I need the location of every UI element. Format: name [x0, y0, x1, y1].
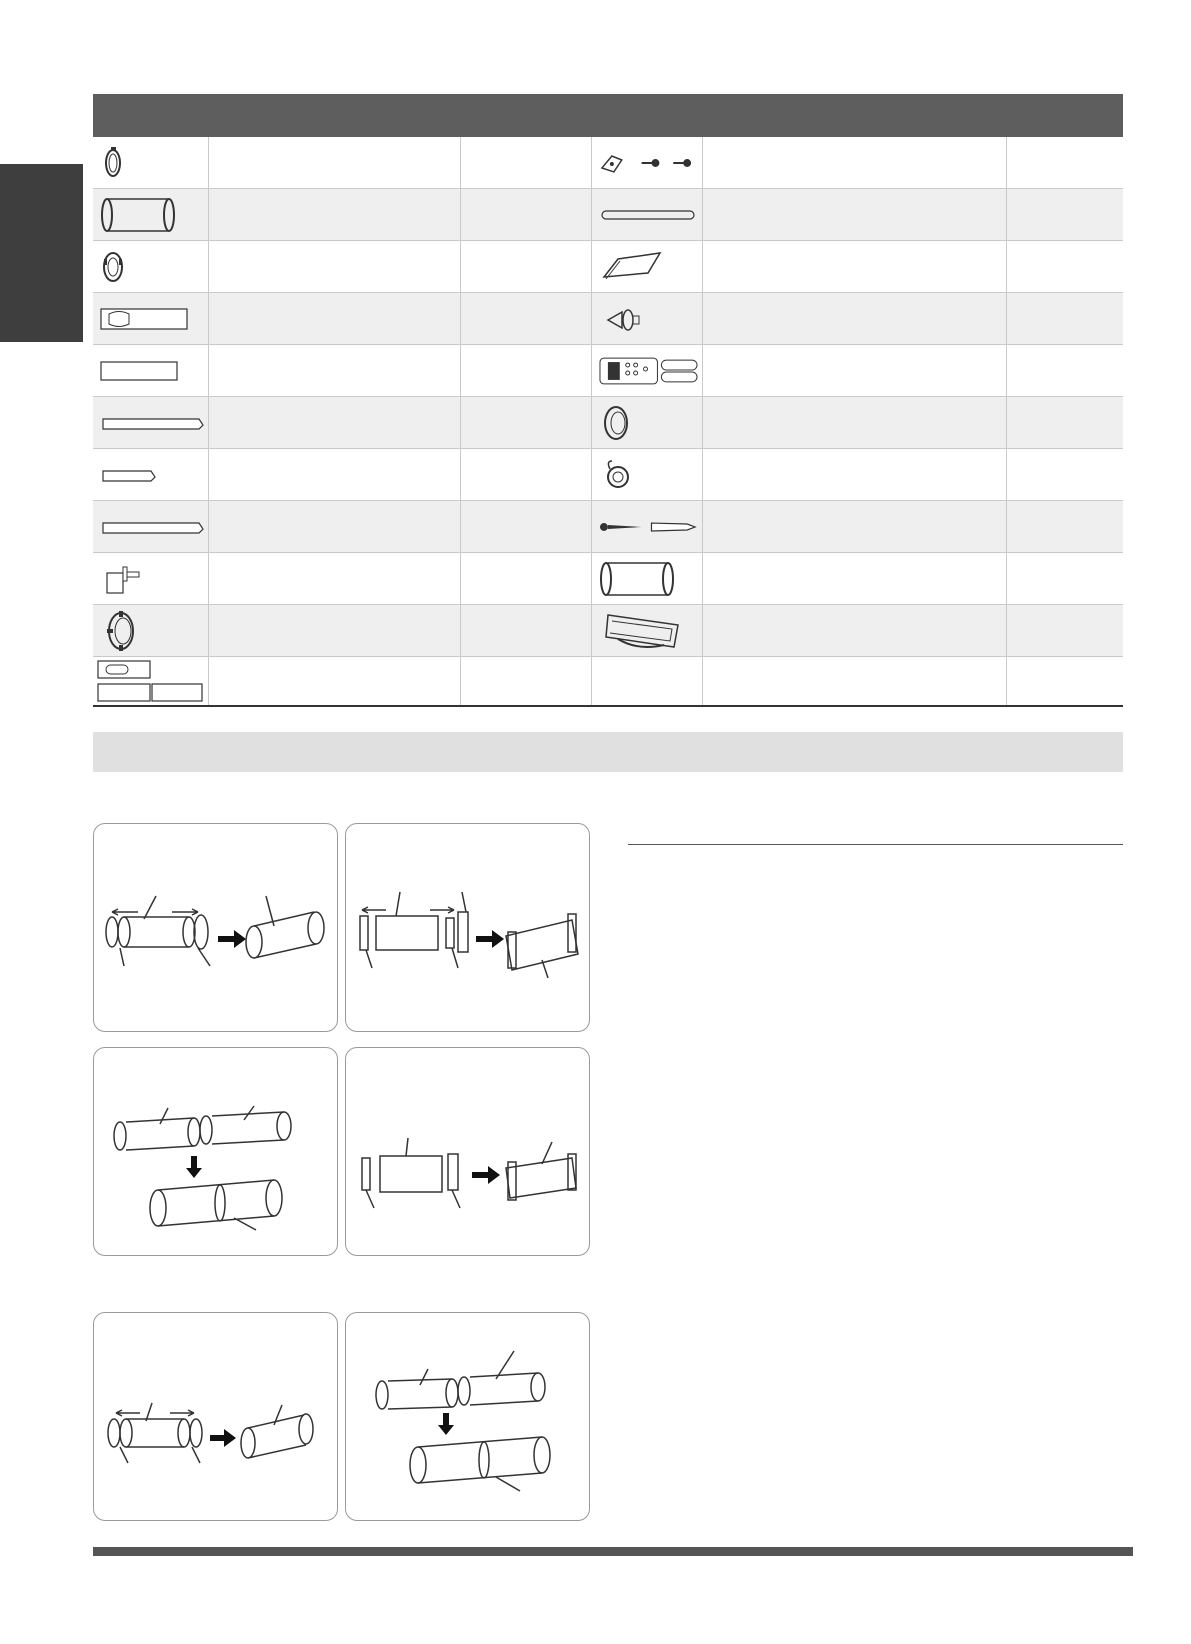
drain-cap-icon	[592, 449, 703, 500]
item-quantity	[461, 189, 592, 240]
divider	[628, 844, 1123, 845]
extension-rod-icon	[93, 501, 209, 552]
long-slider-rod-icon	[93, 397, 209, 448]
item-name	[209, 657, 461, 705]
item-quantity	[461, 657, 592, 705]
item-name	[209, 189, 461, 240]
item-quantity	[1007, 657, 1123, 705]
table-row	[93, 605, 1123, 657]
drain-hose-icon	[592, 189, 703, 240]
screw-anchor-icon	[592, 501, 703, 552]
window-lock-icon	[592, 241, 703, 292]
item-name	[703, 657, 1007, 705]
table-row	[93, 397, 1123, 449]
exhaust-hose-icon	[93, 189, 209, 240]
item-quantity	[1007, 553, 1123, 604]
hose-assembly-step-1-illustration	[93, 823, 338, 1032]
item-name	[209, 293, 461, 344]
item-quantity	[1007, 449, 1123, 500]
item-quantity	[461, 501, 592, 552]
item-quantity	[461, 397, 592, 448]
item-name	[703, 345, 1007, 396]
item-name	[209, 605, 461, 656]
item-name	[209, 137, 461, 188]
table-row	[93, 501, 1123, 553]
accessories-table	[93, 137, 1123, 707]
table-row	[93, 657, 1123, 705]
item-quantity	[1007, 293, 1123, 344]
item-quantity	[1007, 241, 1123, 292]
table-row	[93, 449, 1123, 501]
footer-bar	[93, 1547, 1133, 1556]
table-row	[93, 241, 1123, 293]
remote-control-batteries-icon	[592, 345, 703, 396]
hose-assembly-step-4-illustration	[345, 1047, 590, 1256]
item-name	[703, 293, 1007, 344]
item-quantity	[461, 293, 592, 344]
hose-clamp-icon	[592, 397, 703, 448]
item-name	[703, 137, 1007, 188]
table-row	[93, 293, 1123, 345]
hose-assembly-step-2-illustration	[345, 823, 590, 1032]
item-name	[703, 241, 1007, 292]
seal-pieces-icon	[93, 657, 209, 705]
item-quantity	[461, 345, 592, 396]
table-row	[93, 137, 1123, 189]
intake-hose-icon	[592, 553, 703, 604]
drain-plug-icon	[592, 293, 703, 344]
short-slider-rod-icon	[93, 449, 209, 500]
item-quantity	[1007, 189, 1123, 240]
item-name	[209, 397, 461, 448]
section-header-bar	[93, 732, 1123, 772]
item-quantity	[461, 137, 592, 188]
chapter-tab	[0, 164, 83, 342]
item-quantity	[1007, 397, 1123, 448]
item-name	[703, 449, 1007, 500]
item-quantity	[461, 605, 592, 656]
item-name	[209, 501, 461, 552]
item-quantity	[461, 449, 592, 500]
item-quantity	[461, 241, 592, 292]
table-row	[93, 553, 1123, 605]
item-name	[703, 553, 1007, 604]
window-kit-adapter-icon	[592, 605, 703, 656]
accessories-table-header	[93, 94, 1123, 137]
item-name	[209, 345, 461, 396]
hose-assembly-step-5-illustration	[93, 1312, 338, 1521]
item-name	[703, 189, 1007, 240]
item-name	[703, 397, 1007, 448]
hose-adapter-icon	[93, 241, 209, 292]
table-row	[93, 189, 1123, 241]
empty-cell	[592, 657, 703, 705]
hose-assembly-step-6-illustration	[345, 1312, 590, 1521]
bracket-screws-icon	[592, 137, 703, 188]
table-row	[93, 345, 1123, 397]
window-adapter-icon	[93, 605, 209, 656]
window-slider-icon	[93, 345, 209, 396]
item-quantity	[461, 553, 592, 604]
item-quantity	[1007, 137, 1123, 188]
item-name	[209, 241, 461, 292]
item-name	[209, 553, 461, 604]
hose-assembly-step-3-illustration	[93, 1047, 338, 1256]
item-quantity	[1007, 501, 1123, 552]
item-quantity	[1007, 345, 1123, 396]
drain-connector-icon	[93, 553, 209, 604]
item-name	[209, 449, 461, 500]
item-name	[703, 605, 1007, 656]
item-name	[703, 501, 1007, 552]
clamp-ring-icon	[93, 137, 209, 188]
window-panel-icon	[93, 293, 209, 344]
item-quantity	[1007, 605, 1123, 656]
